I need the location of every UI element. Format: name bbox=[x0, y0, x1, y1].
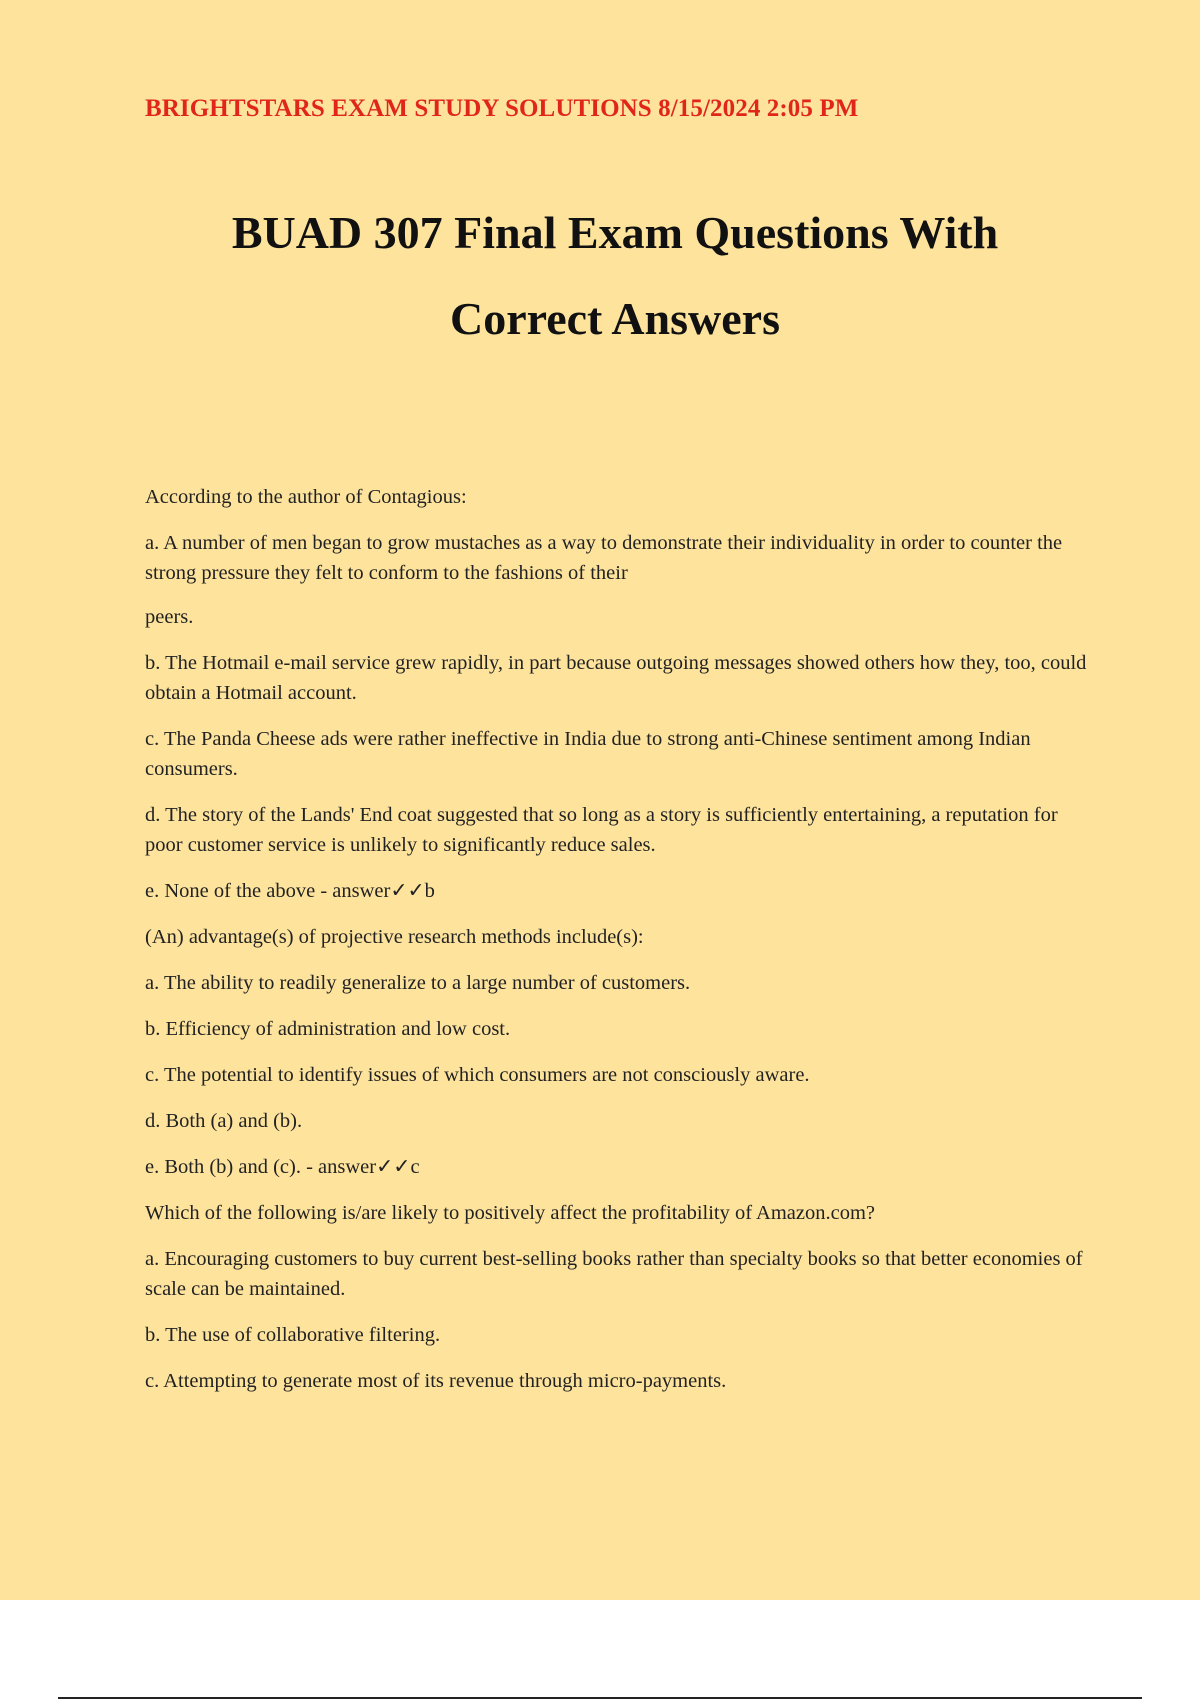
title-line-2: Correct Answers bbox=[450, 293, 780, 344]
document-title bbox=[120, 190, 1110, 362]
header-watermark-line: BRIGHTSTARS EXAM STUDY SOLUTIONS 8/15/2024 2:05 PM bbox=[145, 95, 859, 122]
questions-content bbox=[145, 482, 1095, 1412]
option-e-answer: e. None of the above - answer✓✓b bbox=[145, 880, 435, 902]
option-b: b. Efficiency of administration and low cost. bbox=[145, 1018, 511, 1040]
option-c: c. The Panda Cheese ads were rather ineffective in India due to strong anti-Chinese sentiment among Indian consumers. bbox=[145, 728, 1031, 780]
option-a: a. Encouraging customers to buy current best-selling books rather than specialty books so that better economies of scale can be maintained. bbox=[145, 1248, 1083, 1300]
option-b: b. The Hotmail e-mail service grew rapidly, in part because outgoing messages showed others how they, too, could obtain a Hotmail account. bbox=[145, 652, 1087, 704]
option-c: c. The potential to identify issues of which consumers are not consciously aware. bbox=[145, 1064, 810, 1086]
title-line-1: BUAD 307 Final Exam Questions With bbox=[231, 207, 999, 258]
option-b: b. The use of collaborative filtering. bbox=[145, 1324, 441, 1346]
option-a-continuation: peers. bbox=[145, 606, 194, 628]
footer-divider bbox=[58, 1697, 1142, 1699]
question-prompt: According to the author of Contagious: bbox=[145, 486, 467, 508]
option-e-answer: e. Both (b) and (c). - answer✓✓c bbox=[145, 1156, 420, 1178]
question-prompt: (An) advantage(s) of projective research methods include(s): bbox=[145, 926, 644, 948]
option-c: c. Attempting to generate most of its revenue through micro-payments. bbox=[145, 1370, 727, 1392]
option-d: d. Both (a) and (b). bbox=[145, 1110, 303, 1132]
question-prompt: Which of the following is/are likely to positively affect the profitability of Amazon.com? bbox=[145, 1202, 876, 1224]
option-a: a. The ability to readily generalize to a large number of customers. bbox=[145, 972, 691, 994]
option-d: d. The story of the Lands' End coat suggested that so long as a story is sufficiently entertaining, a reputation for poor customer service is unlikely to significantly reduce sales. bbox=[145, 804, 1058, 856]
option-a: a. A number of men began to grow mustaches as a way to demonstrate their individuality in order to counter the strong pressure they felt to conform to the fashions of their bbox=[145, 532, 1063, 584]
